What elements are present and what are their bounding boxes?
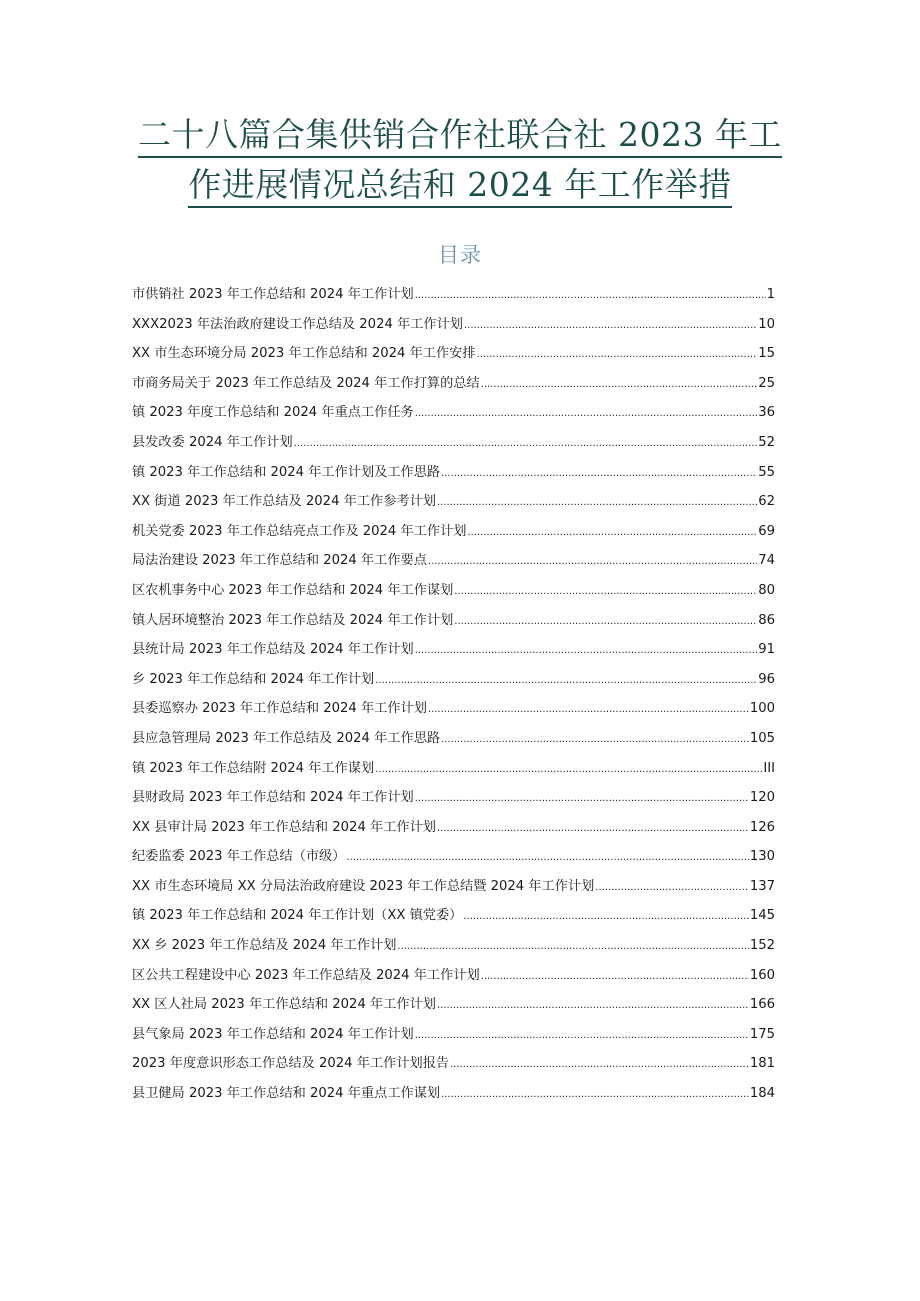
toc-entry[interactable] bbox=[132, 461, 775, 491]
toc-entry-title: 市商务局关于 2023 年工作总结及 2024 年工作打算的总结 bbox=[132, 375, 480, 391]
toc-entry-page-number: 166 bbox=[749, 997, 775, 1013]
toc-entry[interactable] bbox=[132, 964, 775, 994]
document-title bbox=[130, 110, 790, 210]
toc-entry-page-number: 55 bbox=[758, 464, 775, 480]
toc-dot-leader bbox=[415, 642, 758, 657]
toc-entry[interactable] bbox=[132, 609, 775, 639]
toc-entry-page-number: 175 bbox=[749, 1026, 775, 1042]
toc-entry-title: 市供销社 2023 年工作总结和 2024 年工作计划 bbox=[132, 287, 414, 302]
toc-dot-leader bbox=[595, 879, 749, 894]
toc-entry[interactable] bbox=[132, 431, 775, 461]
toc-entry-page-number: 52 bbox=[758, 434, 775, 450]
toc-entry-title: XXX2023 年法治政府建设工作总结及 2024 年工作计划 bbox=[132, 316, 463, 332]
toc-dot-leader bbox=[441, 731, 749, 746]
toc-dot-leader bbox=[415, 790, 749, 805]
toc-entry[interactable] bbox=[132, 401, 775, 431]
toc-entry[interactable] bbox=[132, 875, 775, 905]
toc-entry[interactable] bbox=[132, 727, 775, 757]
toc-entry-title: 乡 2023 年工作总结和 2024 年工作计划 bbox=[132, 671, 375, 687]
toc-entry-page-number: 80 bbox=[758, 582, 775, 598]
toc-entry-page-number: 130 bbox=[749, 849, 775, 865]
toc-dot-leader bbox=[415, 287, 766, 302]
toc-dot-leader bbox=[464, 317, 757, 332]
toc-entry[interactable] bbox=[132, 549, 775, 579]
toc-entry-title: 镇 2023 年工作总结和 2024 年工作计划及工作思路 bbox=[132, 464, 441, 480]
toc-entry-title: 县财政局 2023 年工作总结和 2024 年工作计划 bbox=[132, 790, 414, 806]
toc-entry-page-number: 91 bbox=[758, 642, 775, 658]
toc-entry-title: XX 乡 2023 年工作总结及 2024 年工作计划 bbox=[132, 938, 397, 954]
toc-entry-title: 局法治建设 2023 年工作总结和 2024 年工作要点 bbox=[132, 553, 427, 569]
document-title-line-2: 作进展情况总结和 2024 年工作举措 bbox=[188, 165, 731, 208]
toc-dot-leader bbox=[441, 465, 757, 480]
toc-entry[interactable] bbox=[132, 786, 775, 816]
toc-entry-title: XX 市生态环境局 XX 分局法治政府建设 2023 年工作总结暨 2024 年工作计划 bbox=[132, 878, 595, 894]
toc-entry[interactable] bbox=[132, 283, 775, 313]
toc-entry[interactable] bbox=[132, 934, 775, 964]
document-title-line-1: 二十八篇合集供销合作社联合社 2023 年工 bbox=[138, 115, 782, 158]
toc-entry-page-number: 126 bbox=[749, 819, 775, 835]
toc-entry[interactable] bbox=[132, 638, 775, 668]
toc-heading: 目录 bbox=[438, 243, 482, 267]
toc-entry[interactable] bbox=[132, 816, 775, 846]
toc-entry[interactable] bbox=[132, 1082, 775, 1112]
toc-entry-title: XX 街道 2023 年工作总结及 2024 年工作参考计划 bbox=[132, 494, 436, 510]
toc-entry[interactable] bbox=[132, 579, 775, 609]
toc-entry-title: 县统计局 2023 年工作总结及 2024 年工作计划 bbox=[132, 642, 414, 658]
toc-dot-leader bbox=[415, 1027, 749, 1042]
toc-entry-page-number: 96 bbox=[758, 671, 775, 687]
toc-entry-title: 镇人居环境整治 2023 年工作总结及 2024 年工作计划 bbox=[132, 612, 454, 628]
toc-entry-title: XX 区人社局 2023 年工作总结和 2024 年工作计划 bbox=[132, 997, 436, 1013]
toc-entry-title: 县应急管理局 2023 年工作总结及 2024 年工作思路 bbox=[132, 730, 441, 746]
toc-entry-page-number: 74 bbox=[758, 553, 775, 569]
toc-dot-leader bbox=[415, 405, 758, 420]
toc-entry-title: 纪委监委 2023 年工作总结（市级） bbox=[132, 849, 346, 865]
toc-entry[interactable] bbox=[132, 1023, 775, 1053]
toc-entry-page-number: 105 bbox=[749, 730, 775, 746]
toc-entry-page-number: 1 bbox=[766, 287, 775, 302]
toc-entry-page-number: III bbox=[763, 760, 775, 776]
toc-dot-leader bbox=[477, 346, 758, 361]
toc-entry-page-number: 36 bbox=[758, 405, 775, 421]
toc-dot-leader bbox=[346, 849, 748, 864]
toc-entry-title: 县卫健局 2023 年工作总结和 2024 年重点工作谋划 bbox=[132, 1086, 441, 1102]
toc-entry[interactable] bbox=[132, 342, 775, 372]
toc-entry-page-number: 69 bbox=[758, 523, 775, 539]
toc-entry[interactable] bbox=[132, 993, 775, 1023]
toc-entry[interactable] bbox=[132, 757, 775, 787]
toc-dot-leader bbox=[441, 1086, 749, 1101]
toc-dot-leader bbox=[450, 1056, 749, 1071]
toc-entry-page-number: 10 bbox=[758, 316, 775, 332]
toc-entry[interactable] bbox=[132, 490, 775, 520]
toc-entry-title: XX 县审计局 2023 年工作总结和 2024 年工作计划 bbox=[132, 819, 436, 835]
toc-entry-title: 县委巡察办 2023 年工作总结和 2024 年工作计划 bbox=[132, 701, 427, 717]
toc-entry-page-number: 184 bbox=[749, 1086, 775, 1102]
toc-entry-title: 机关党委 2023 年工作总结亮点工作及 2024 年工作计划 bbox=[132, 523, 467, 539]
toc-entry[interactable] bbox=[132, 697, 775, 727]
toc-entry-page-number: 100 bbox=[749, 701, 775, 717]
toc-entry-page-number: 120 bbox=[749, 790, 775, 806]
toc-dot-leader bbox=[481, 376, 758, 391]
toc-dot-leader bbox=[437, 997, 749, 1012]
toc-entry-title: 区农机事务中心 2023 年工作总结和 2024 年工作谋划 bbox=[132, 582, 454, 598]
toc-entry-page-number: 15 bbox=[758, 346, 775, 362]
toc-entry-page-number: 181 bbox=[749, 1056, 775, 1072]
toc-dot-leader bbox=[463, 908, 748, 923]
toc-dot-leader bbox=[397, 938, 748, 953]
toc-dot-leader bbox=[375, 672, 757, 687]
toc-entry-page-number: 86 bbox=[758, 612, 775, 628]
toc-entry[interactable] bbox=[132, 372, 775, 402]
toc-entry-title: 县气象局 2023 年工作总结和 2024 年工作计划 bbox=[132, 1026, 414, 1042]
toc-entry[interactable] bbox=[132, 313, 775, 343]
toc-entry[interactable] bbox=[132, 668, 775, 698]
toc-entry-page-number: 152 bbox=[749, 938, 775, 954]
toc-entry[interactable] bbox=[132, 904, 775, 934]
toc-dot-leader bbox=[437, 820, 749, 835]
toc-entry-title: 镇 2023 年度工作总结和 2024 年重点工作任务 bbox=[132, 405, 414, 421]
toc-dot-leader bbox=[454, 583, 757, 598]
toc-entry-page-number: 137 bbox=[749, 878, 775, 894]
toc-dot-leader bbox=[454, 613, 757, 628]
toc-dot-leader bbox=[294, 435, 758, 450]
toc-entry-page-number: 160 bbox=[749, 967, 775, 983]
toc-entry-title: 区公共工程建设中心 2023 年工作总结及 2024 年工作计划 bbox=[132, 967, 480, 983]
toc-dot-leader bbox=[467, 524, 757, 539]
table-of-contents bbox=[132, 283, 775, 1112]
toc-dot-leader bbox=[437, 494, 757, 509]
toc-entry[interactable] bbox=[132, 520, 775, 550]
toc-dot-leader bbox=[481, 968, 749, 983]
toc-entry-title: 镇 2023 年工作总结和 2024 年工作计划（XX 镇党委） bbox=[132, 908, 463, 924]
toc-entry[interactable] bbox=[132, 845, 775, 875]
toc-entry-title: 县发改委 2024 年工作计划 bbox=[132, 434, 293, 450]
toc-entry-page-number: 62 bbox=[758, 494, 775, 510]
toc-dot-leader bbox=[428, 553, 757, 568]
toc-entry-page-number: 145 bbox=[749, 908, 775, 924]
toc-entry[interactable] bbox=[132, 1052, 775, 1082]
toc-dot-leader bbox=[375, 761, 762, 776]
toc-entry-title: XX 市生态环境分局 2023 年工作总结和 2024 年工作安排 bbox=[132, 346, 476, 362]
toc-dot-leader bbox=[428, 701, 749, 716]
toc-entry-title: 2023 年度意识形态工作总结及 2024 年工作计划报告 bbox=[132, 1056, 450, 1072]
toc-entry-page-number: 25 bbox=[758, 375, 775, 391]
toc-entry-title: 镇 2023 年工作总结附 2024 年工作谋划 bbox=[132, 760, 375, 776]
